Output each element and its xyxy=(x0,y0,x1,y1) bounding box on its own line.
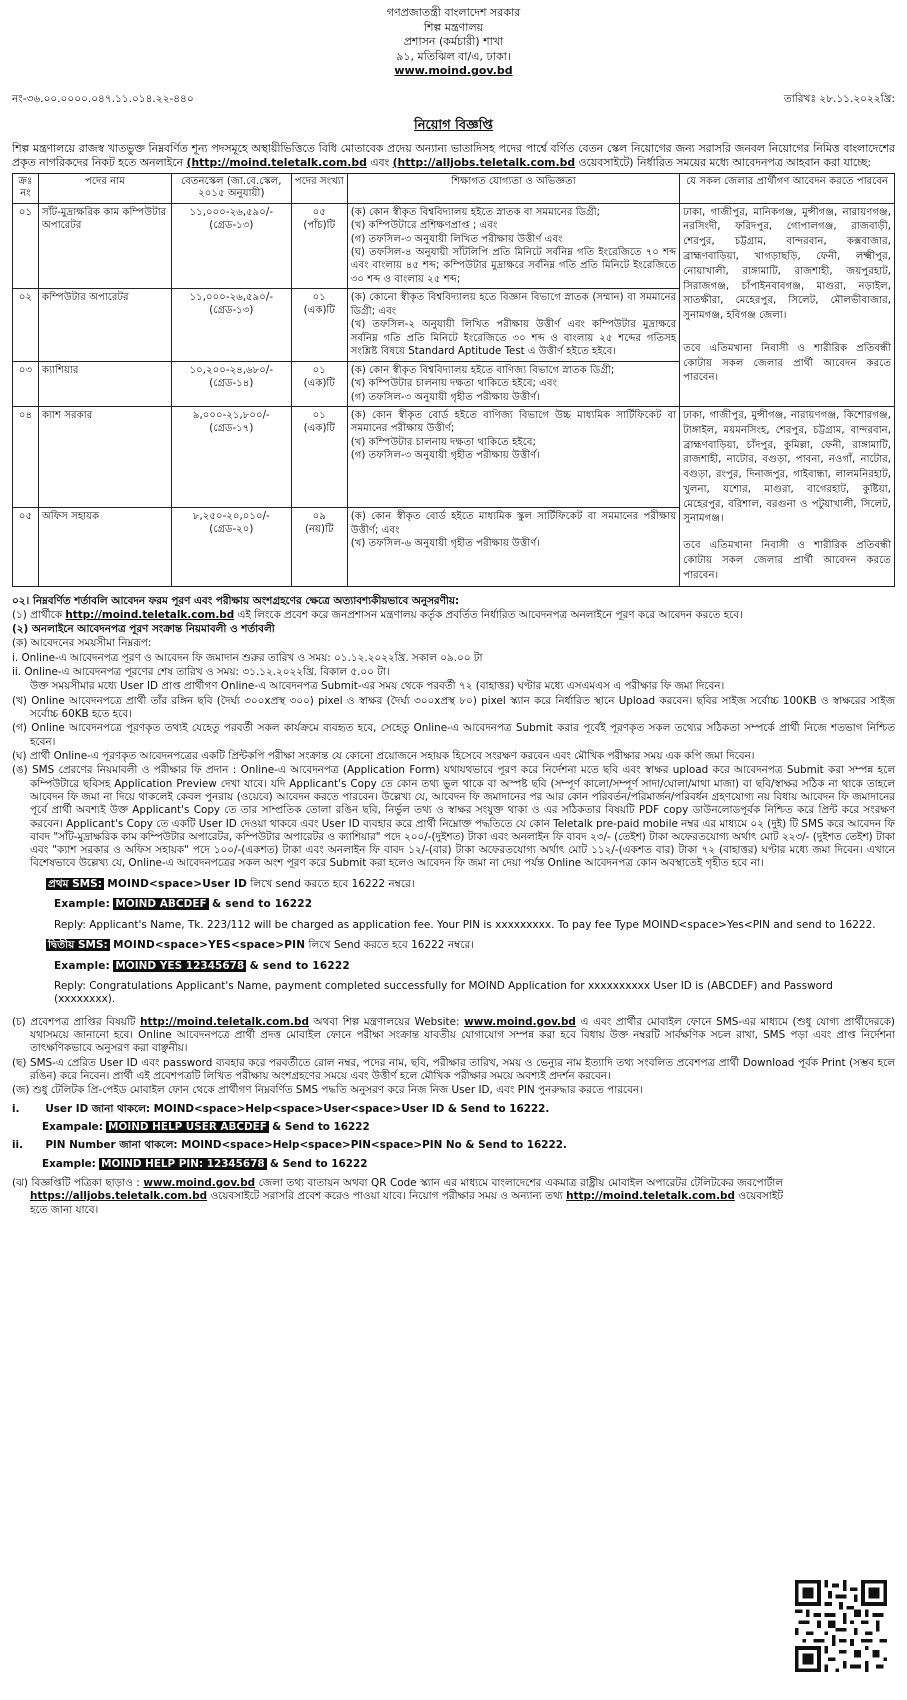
condition-uma: (ঙ) SMS প্রেরণের নিয়মাবলী ও পরীক্ষার ফি প্রদান : Online-এ আবেদনপত্র (Application Form) যথাযথভাবে পূরণ করে নির্দেশনা মতে ছবি এবং স্বাক্ষর upload করে আবেদনপত্র Submit করা সম্পন্ন হলে কম্পিউটারে ছবিসহ Application Preview দেখা যাবে। যদি Applicant's Copy তে কোন তথ্য ভুল থাকে বা অস্পষ্ট ছবি (সম্পূর্ণ কালো/সম্পূর্ণ সাদা/ঘোলা/মাথা মাজা) বা ছবি/স্বাক্ষর সঠিক না থাকে তাহলে আবেদন ফি জমা না দিয়ে থাকলেই কেবল পুনরায় (ওয়েবে) আবেদন করতে পারবেন। উল্লেখ্য যে, আবেদন ফি জমাদানের পর আর কোন পরিবর্তন/পরিমার্জন/পরিবর্ধন গ্রহণযোগ্য নয় বিধায় আবেদন ফি জমাদানের পূর্বে প্রার্থী অবশ্যই উক্ত Applicant's Copy তে তার সাম্প্রতিক তোলা রঙিন ছবি, নির্ভুল তথ্য ও স্বাক্ষর সংযুক্ত থাকা ও এর সঠিকতার বিষয়টি PDF copy ডাউনলোডপূর্বক নিশ্চিত করে প্রিন্ট করে সংরক্ষণ করবেন। Applicant's Copy তে একটি User ID দেওয়া থাকবে এবং User ID ব্যবহার করে প্রার্থী নিম্নোক্ত পদ্ধতিতে যে কোন Teletalk pre-paid mobile নম্বর এর মাধ্যমে ০২ (দুই) টি SMS করে আবেদন ফি বাবদ "সাঁট-মুদ্রাক্ষরিক কাম কম্পিউটার অপারেটর, কম্পিউটার অপারেটর ও ক্যাশিয়ার" পদে ২০০/-(দুইশত) টাকা এবং অনলাইন ফি বাবদ ২৩/- (তেইশ) টাকা অফেরতযোগ্য অর্থাৎ মোট ২২৩/- (দুইশত তেইশ) টাকা এবং "ক্যাশ সরকার ও অফিস সহায়ক" পদে ১০০/-(একশত) টাকা এবং অনলাইন ফি বাবদ ১২/-(বার) টাকা অফেরতযোগ্য অর্থাৎ মোট ১১২/-(একশত বার) টাকা ৭২ (বাহাত্তর) ঘণ্টার মধ্যে জমা দিবেন। এখানে বিশেষভাবে উল্লেখ্য যে, Online-এ আবেদনপত্রের সকল অংশ পূরণ করে Submit করা হলেও আবেদন ফি জমা না দেয়া পর্যন্ত Online আবেদনপত্র কোন অবস্থাতেই গৃহীত হবে না। xyxy=(12,764,895,870)
table-row xyxy=(13,203,895,289)
row-count xyxy=(291,406,347,507)
condition-ga: (গ) Online আবেদনপত্রে পূরণকৃত তথ্যই যেহেতু পরবর্তী সকল কার্যক্রমে ব্যবহৃত হবে, সেহেতু Online-এ আবেদনপত্র Submit করার পূর্বেই পূরণকৃত সকল তথ্যের সঠিকতা সম্পর্কে প্রার্থী নিজে শতভাগ নিশ্চিত হবেন। xyxy=(12,722,895,748)
help-label-ii: ii. xyxy=(12,1139,24,1152)
qualification-item: (ঘ) তফসিল-৪ অনুযায়ী সাঁটলিপি প্রতি মিনিটে সর্বনিম্ন গতি ইংরেজিতে ৭০ শব্দ এবং বাংলায় ৪৫ শব্দ; কম্পিউটার মুদ্রাক্ষরে সর্বনিম্ন গতি প্রতি মিনিটে ইংরেজিতে ৩০ শব্দ ও বাংলায় ২৫ শব্দ; xyxy=(350,246,677,285)
count-value: ০১ xyxy=(312,409,326,421)
row-count xyxy=(291,508,347,586)
alljobs-link[interactable]: (http://alljobs.teletalk.com.bd xyxy=(392,155,576,169)
reference-row xyxy=(12,93,895,106)
districts-list-a: ঢাকা, গাজীপুর, মানিকগঞ্জ, মুন্সীগঞ্জ, নারায়ণগঞ্জ, নরসিংদী, ফরিদপুর, গোপালগঞ্জ, রাজবাড়ী, শেরপুর, চট্টগ্রাম, বান্দরবান, কক্সবাজার, ব্রাহ্মণবাড়িয়া, খাগড়াছড়ি, ফেনী, লক্ষ্মীপুর, নোয়াখালী, রাঙ্গামাটি, রাজশাহী, জয়পুরহাট, সিরাজগঞ্জ, চাঁপাইনবাবগঞ্জ, মাগুরা, নড়াইল, সাতক্ষীরা, মেহেরপুর, সিলেট, মৌলভীবাজার, সুনামগঞ্জ, হবিগঞ্জ জেলা। xyxy=(683,206,891,322)
condition-chha: (ছ) SMS-এ প্রেরিত User ID এবং password ব্যবহার করে পরবর্তীতে রোল নম্বর, পদের নাম, ছবি, পরীক্ষার তারিখ, সময় ও ভেন্যুর নাম ইত্যাদি তথ্য সংবলিত প্রবেশপত্র প্রার্থী Download পূর্বক Print (সম্ভব হলে রঙিন) করে নিবেন। প্রার্থী এই প্রবেশপত্রটি লিখিত পরীক্ষায় অংশগ্রহণের সময়ে এবং উত্তীর্ণ হলে মৌখিক পরীক্ষার সময়ে অবশ্যই প্রদর্শন করবেন। xyxy=(12,1056,895,1083)
header-count: পদের সংখ্যা xyxy=(291,174,347,203)
example-tail: & Send to 16222 xyxy=(272,1121,370,1134)
alljobs-portal-link[interactable]: https://alljobs.teletalk.com.bd xyxy=(30,1190,208,1203)
recovery-help xyxy=(12,1103,895,1171)
count-value: ০১ xyxy=(312,364,326,376)
first-sms-reply: Reply: Applicant's Name, Tk. 223/112 will be charged as application fee. Your PIN is xxxxxxxxx. To pay fee Type MOIND<space>Yes<PIN and send to 16222. xyxy=(54,918,876,931)
example-code: MOIND HELP USER ABCDEF xyxy=(108,1121,267,1134)
teletalk-link[interactable]: (http://moind.teletalk.com.bd xyxy=(186,155,367,169)
intro-and: এবং xyxy=(370,155,390,169)
qr-code-icon[interactable] xyxy=(795,1580,887,1672)
first-sms-tail: লিখে send করতে হবে 16222 নম্বরে। xyxy=(250,877,415,890)
row-serial: ০১ xyxy=(13,203,39,289)
example-label: Example: xyxy=(54,959,111,972)
row-qualification xyxy=(347,361,680,406)
qualification-item: (গ) তফসিল-৩ অনুযায়ী লিখিত পরীক্ষায় উত্তীর্ণ এবং xyxy=(350,233,563,245)
example-code: MOIND ABCDEF xyxy=(115,898,207,911)
example-tail: & send to 16222 xyxy=(212,898,313,911)
count-value: ০৯ xyxy=(312,511,326,523)
condition-jha xyxy=(12,1177,895,1217)
condition-cha xyxy=(12,1016,895,1056)
jha-text-c: ওয়েবসাইটে সরাসরি প্রবেশ করেও পাওয়া যাবে। নিয়োগ পরীক্ষার সময় ও অন্যান্য তথ্য xyxy=(210,1190,563,1203)
row-serial: ০২ xyxy=(13,289,39,361)
admit-card-link[interactable]: http://moind.teletalk.com.bd xyxy=(140,1015,309,1028)
scale-value: ১০,২০০-২৪,৬৮০/- xyxy=(189,364,274,376)
first-sms-line xyxy=(12,878,895,891)
row-scale xyxy=(171,203,291,289)
help-label-i: i. xyxy=(12,1102,20,1115)
row-post: অফিস সহায়ক xyxy=(38,508,171,586)
row-serial: ০৩ xyxy=(13,361,39,406)
address: ৯১, মতিঝিল বা/এ, ঢাকা। xyxy=(396,49,511,63)
row-scale xyxy=(171,289,291,361)
deadline-start: i. Online-এ আবেদনপত্র পূরণ ও আবেদন ফি জমাদান শুরুর তারিখ ও সময়: ০১.১২.২০২২খ্রি. সকাল ০৯.০০ টা xyxy=(12,651,483,664)
scale-value: ১১,০০০-২৬,৫৯০/- xyxy=(189,206,274,218)
row-serial: ০৪ xyxy=(13,406,39,507)
row-count xyxy=(291,203,347,289)
grade-value: (গ্রেড-১৪) xyxy=(209,377,254,389)
count-words: (নয়)টি xyxy=(305,524,334,536)
second-sms-tag: দ্বিতীয় SMS: xyxy=(48,939,108,952)
condition-1-tail: এই লিংকে প্রবেশ করে জনপ্রশাসন মন্ত্রণালয় কর্তৃক প্রবর্তিত নির্ধারিত আবেদনপত্র অনলাইনে পূরণ করে আবেদন করতে হবে। xyxy=(237,608,743,621)
qualification-item: (গ) তফসিল-৩ অনুযায়ী গৃহীত পরীক্ষায় উত্তীর্ণ। xyxy=(350,391,540,403)
more-conditions xyxy=(12,1016,895,1217)
help-pin-text: PIN Number জানা থাকলে: MOIND<space>Help<space>PIN<space>PIN No & Send to 16222. xyxy=(45,1139,567,1152)
condition-ja: (জ) শুধু টেলিটক প্রি-পেইড মোবাইল ফোন থেকে প্রার্থীগণ নিম্নবর্ণিত SMS পদ্ধতি অনুসরণ করে নিজ নিজ User ID, এবং PIN পুনরুদ্ধার করতে পারবেন। xyxy=(12,1084,643,1097)
row-qualification xyxy=(347,508,680,586)
qualification-item: (খ) কম্পিউটারে প্রশিক্ষণপ্রাপ্ত ; এবং xyxy=(350,220,498,232)
qualification-item: (ক) কোনো স্বীকৃত বিশ্ববিদ্যালয় হতে বিজ্ঞান বিভাগে স্নাতক (সম্মান) বা সমমানের ডিগ্রী; এবং xyxy=(350,292,677,317)
ministry-name: শিল্প মন্ত্রণালয় xyxy=(423,20,484,34)
help-pin xyxy=(12,1139,895,1152)
qualification-item: (খ) কম্পিউটার চালনায় দক্ষতা থাকিতে হইবে; এবং xyxy=(350,378,557,390)
row-post: ক্যাশ সরকার xyxy=(38,406,171,507)
count-value: ০১ xyxy=(312,292,326,304)
districts-list-b: ঢাকা, গাজীপুর, মুন্সীগঞ্জ, নারায়ণগঞ্জ, কিশোরগঞ্জ, টাঙ্গাইল, ময়মনসিংহ, শেরপুর, চট্টগ্রাম, বান্দরবান, ব্রাহ্মণবাড়িয়া, চাঁদপুর, কুমিল্লা, ফেনী, রাঙ্গামাটি, রাজশাহী, নাটোর, বগুড়া, পাবনা, নওগাঁ, নাটোর, বগুড়া, রংপুর, দিনাজপুর, গাইবান্ধা, লালমনিরহাট, খুলনা, যশোর, মাগুরা, বাগেরহাট, কুষ্টিয়া, মেহেরপুর, বরিশাল, বরগুনা ও পটুয়াখালী, সিলেট, সুনামগঞ্জ। xyxy=(683,409,891,525)
condition-1-text: (১) প্রার্থীকে xyxy=(12,608,63,621)
help-user-id xyxy=(12,1103,895,1116)
qualification-item: (ক) কোন স্বীকৃত বোর্ড হইতে মাধ্যমিক স্কুল সার্টিফিকেট বা সমমানের পরীক্ষায় উত্তীর্ণ; এবং xyxy=(350,511,677,536)
row-qualification xyxy=(347,289,680,361)
jha-text-b: জেলা তথ্য বাতায়ন অথবা QR Code স্ক্যান এর মাধ্যমে বাংলাদেশের একমাত্র রাষ্ট্রীয় মোবাইল অপারেটর টেলিটকের জবপোর্টাল xyxy=(258,1176,783,1189)
jha-text: (ঝ) বিজ্ঞপ্তিটি পত্রিকা ছাড়াও : xyxy=(12,1176,140,1189)
example-label: Example: xyxy=(42,1157,96,1170)
intro-tail: ওয়েবসাইটে) নির্ধারিত সময়ের মধ্যে আবেদনপত্র আহবান করা যাচ্ছে: xyxy=(578,155,872,169)
second-sms-line xyxy=(12,939,895,952)
notice-title: নিয়োগ বিজ্ঞপ্তি xyxy=(414,118,493,134)
condition-1 xyxy=(12,609,895,622)
eligible-districts-group-a xyxy=(680,203,895,406)
header-post: পদের নাম xyxy=(38,174,171,203)
qualification-item: (খ) কম্পিউটার চালনায় দক্ষতা থাকিতে হইবে; xyxy=(350,436,536,448)
districts-note-b: তবে এতিমখানা নিবাসী ও শারীরিক প্রতিবন্ধী কোটায় সকল জেলার প্রার্থী আবেদন করতে পারবেন। xyxy=(683,540,891,581)
memo-number: নং-৩৬.০০.০০০০.০৪৭.১১.০১৪.২২-৪৪০ xyxy=(12,92,194,105)
row-count xyxy=(291,289,347,361)
count-value: ০৫ xyxy=(312,206,326,218)
cha-text-c: এ এবং প্রার্থীর মোবাইল ফোনে SMS-এর মাধ্যমে (শুধু যোগ্য প্রার্থীদেরকে) যথাসময়ে জানানো হবে। Online আবেদনপত্রে প্রার্থী প্রদত্ত মোবাইল ফোনে পরীক্ষা সংক্রান্ত যাবতীয় যোগাযোগ সম্পন্ন করা হবে বিধায় উক্ত নম্বরটি সার্বক্ষণিক সচল রাখা, SMS পড়া এবং প্রাপ্ত নির্দেশনা তাৎক্ষণিকভাবে অনুসরণ করা বাঞ্ছনীয়। xyxy=(30,1015,895,1055)
row-count xyxy=(291,361,347,406)
first-sms-example xyxy=(12,898,895,911)
help-user-text: User ID জানা থাকলে: MOIND<space>Help<space>User<space>User ID & Send to 16222. xyxy=(45,1102,550,1115)
row-post: ক্যাশিয়ার xyxy=(38,361,171,406)
row-serial: ০৫ xyxy=(13,508,39,586)
conditions-heading: ০২। নিম্নবর্ণিত শর্তাবলি আবেদন ফরম পূরণ এবং পরীক্ষায় অংশগ্রহণের ক্ষেত্রে অত্যাবশ্যকীয়ভাবে অনুসরণীয়: xyxy=(12,594,460,607)
scale-value: ৮,২৫০-২০,০১০/- xyxy=(192,511,270,523)
row-scale xyxy=(171,406,291,507)
row-scale xyxy=(171,508,291,586)
scale-value: ৯,০০০-২১,৮০০/- xyxy=(192,409,270,421)
second-sms-reply: Reply: Congratulations Applicant's Name, payment completed successfully for MOIND Application for xxxxxxxxxx User ID is (ABCDEF) and Password (xxxxxxxx). xyxy=(54,979,833,1006)
qualification-item: (ক) কোন স্বীকৃত বিশ্ববিদ্যালয় হইতে স্নাতক বা সমমানের ডিগ্রী; xyxy=(350,206,601,218)
letterhead xyxy=(12,6,895,79)
apply-link[interactable]: http://moind.teletalk.com.bd xyxy=(65,608,235,621)
posts-table xyxy=(12,173,895,586)
ministry-website-link[interactable]: www.moind.gov.bd xyxy=(394,64,513,78)
example-label: Example: xyxy=(54,898,111,911)
condition-2: (২) অনলাইনে আবেদনপত্র পূরণ সংক্রান্ত নিয়মাবলী ও শর্তাবলী xyxy=(12,623,275,636)
count-words: (এক)টি xyxy=(303,305,335,317)
row-qualification xyxy=(347,406,680,507)
qualification-item: (খ) তফসিল-২ অনুযায়ী লিখিত পরীক্ষায় উত্তীর্ণ এবং কম্পিউটার মুদ্রাক্ষরে সর্বনিম্ন গতি প্রতি মিনিটে ইংরেজিতে ৩০ শব্দ ও বাংলায় ২৫ শব্দের গতিসহ সংশ্লিষ্ট বিষয়ে Standard Aptitude Test এ উত্তীর্ণ হইতে হইবে। xyxy=(350,319,677,358)
govt-name: গণপ্রজাতন্ত্রী বাংলাদেশ সরকার xyxy=(386,6,521,19)
sms-instructions xyxy=(12,878,895,1007)
condition-ka: (ক) আবেদনের সময়সীমা নিম্নরূপ: xyxy=(12,637,152,650)
notice-date: তারিখঃ ২৮.১১.২০২২খ্রি: xyxy=(783,92,895,105)
example-tail: & send to 16222 xyxy=(249,959,350,972)
qualification-item: (ক) কোন স্বীকৃত বিশ্ববিদ্যালয় হইতে বাণিজ্য বিভাগে স্নাতক ডিগ্রী; xyxy=(350,364,615,376)
first-sms-tag: প্রথম SMS: xyxy=(48,877,102,890)
grade-value: (গ্রেড-১৩) xyxy=(209,305,254,317)
header-districts: যে সকল জেলার প্রার্থীগণ আবেদন করতে পারবেন xyxy=(680,174,895,203)
row-post: সাঁট-মুদ্রাক্ষরিক কাম কম্পিউটার অপারেটর xyxy=(38,203,171,289)
condition-kha: (খ) Online আবেদনপত্রে প্রার্থী তাঁর রঙ্গিন ছবি (দৈর্ঘ্য ৩০০xপ্রস্থ ৩০০) pixel ও স্বাক্ষর (দৈর্ঘ্য ৩০০xপ্রস্থ ৮০) pixel স্ক্যান করে নির্ধারিত স্থানে Upload করবেন। ছবির সাইজ সর্বোচ্চ 100KB ও স্বাক্ষরের সাইজ সর্বোচ্চ 60KB হতে হবে। xyxy=(12,694,895,721)
count-words: (এক)টি xyxy=(303,377,335,389)
cha-text: (চ) প্রবেশপত্র প্রাপ্তির বিষয়টি xyxy=(12,1015,136,1028)
first-sms-format: MOIND<space>User ID xyxy=(107,877,247,890)
grade-value: (গ্রেড-২০) xyxy=(209,524,254,536)
section-name: প্রশাসন (কর্মচারী) শাখা xyxy=(403,35,504,49)
table-header-row xyxy=(13,174,895,203)
qualification-item: (খ) তফসিল-৬ অনুযায়ী গৃহীত পরীক্ষায় উত্তীর্ণ। xyxy=(350,538,541,550)
scale-value: ১১,০০০-২৬,৫৯০/- xyxy=(189,292,274,304)
intro-text: শিল্প মন্ত্রণালয়ে রাজস্ব খাতভুক্ত নিম্নবর্ণিত শূন্য পদসমূহে অস্থায়ীভিত্তিতে বিধি মোতাবেক প্রদেয় অন্যান্য ভাতাদিসহ পদের পার্শ্বে বর্ণিত বেতন স্কেল নিয়োগের জন্য সরাসরি জনবল নিয়োগের নিমিত্ত বাংলাদেশের প্রকৃত নাগরিকদের নিকট হতে অনলাইনে xyxy=(12,141,895,169)
header-serial: ক্রঃ নং xyxy=(13,174,39,203)
cha-text-b: অথবা শিল্প মন্ত্রণালয়ের Website: xyxy=(313,1015,460,1028)
header-qualification: শিক্ষাগত যোগ্যতা ও অভিজ্ঞতা xyxy=(347,174,680,203)
help-user-example xyxy=(12,1121,895,1134)
districts-note-a: তবে এতিমখানা নিবাসী ও শারীরিক প্রতিবন্ধী কোটায় সকল জেলার প্রার্থী আবেদন করতে পারবেন। xyxy=(683,342,891,384)
count-words: (এক)টি xyxy=(303,423,335,434)
example-label: Exampale: xyxy=(42,1121,103,1134)
grade-value: (গ্রেড-১৭) xyxy=(209,423,254,434)
table-row xyxy=(13,406,895,507)
deadline-end: ii. Online-এ আবেদনপত্র পূরণের শেষ তারিখ ও সময়: ৩১.১২.২০২২খ্রি. বিকাল ৫.০০ টা। xyxy=(12,666,390,679)
header-scale: বেতনস্কেল (জা.বে.স্কেল, ২০১৫ অনুযায়ী) xyxy=(171,174,291,203)
count-words: (পাঁচ)টি xyxy=(303,219,336,231)
second-sms-format: MOIND<space>YES<space>PIN xyxy=(113,939,306,952)
deadline-note: উক্ত সময়সীমার মধ্যে User ID প্রাপ্ত প্রার্থীগণ Online-এ আবেদনপত্র Submit-এর সময় থেকে পরবর্তী ৭২ (বাহাত্তর) ঘণ্টার মধ্যে এসএমএস এ পরীক্ষার ফি জমা দিবেন। xyxy=(30,680,725,693)
help-pin-example xyxy=(12,1158,895,1171)
qualification-item: (গ) তফসিল-৩ অনুযায়ী গৃহীত পরীক্ষায় উত্তীর্ণ। xyxy=(350,450,540,462)
example-code: MOIND YES 12345678 xyxy=(115,959,245,972)
row-qualification xyxy=(347,203,680,289)
second-sms-tail: লিখে Send করতে হবে 16222 নম্বরে। xyxy=(308,939,475,952)
condition-gha: (ঘ) প্রার্থী Online-এ পূরণকৃত আবেদনপত্রের একটি প্রিন্টকপি পরীক্ষা সংক্রান্ত যে কোনো প্রয়োজনে সহায়ক হিসেবে সংরক্ষণ করবেন এবং মৌখিক পরীক্ষার সময় এক কপি জমা দিবেন। xyxy=(12,749,755,762)
row-post: কম্পিউটার অপারেটর xyxy=(38,289,171,361)
example-tail: & Send to 16222 xyxy=(269,1157,368,1170)
second-sms-example xyxy=(12,960,895,973)
eligible-districts-group-b xyxy=(680,406,895,586)
intro-paragraph xyxy=(12,142,895,171)
teletalk-link[interactable]: http://moind.teletalk.com.bd xyxy=(566,1190,735,1203)
moind-site-link[interactable]: www.moind.gov.bd xyxy=(464,1015,576,1028)
jha-text-d: ওয়েবসাইট হতে জানা যাবে। xyxy=(30,1190,783,1216)
conditions-section xyxy=(12,595,895,871)
grade-value: (গ্রেড-১৩) xyxy=(209,219,254,231)
row-scale xyxy=(171,361,291,406)
moind-site-link[interactable]: www.moind.gov.bd xyxy=(143,1176,256,1189)
qualification-item: (ক) কোন স্বীকৃত বোর্ড হইতে বাণিজ্য বিভাগে উচ্চ মাধ্যমিক সার্টিফিকেট বা সমমানের পরীক্ষায় উত্তীর্ণ; xyxy=(350,409,677,435)
example-code: MOIND HELP PIN: 12345678 xyxy=(101,1157,265,1170)
